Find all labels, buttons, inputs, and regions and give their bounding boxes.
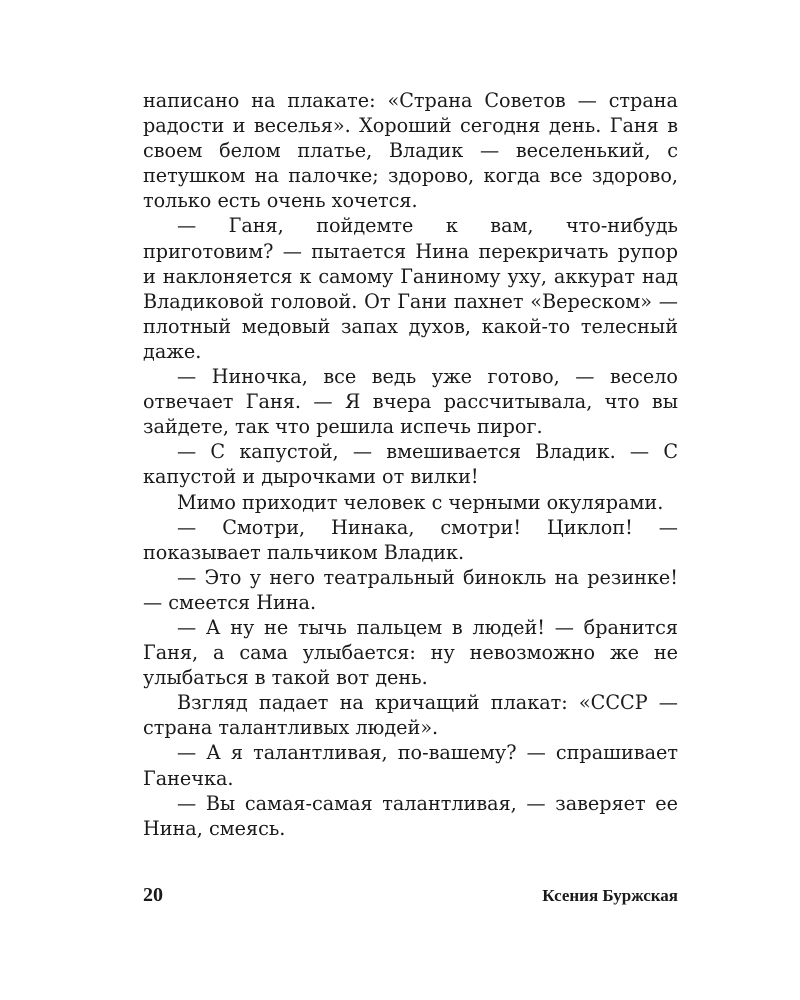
paragraph: — Вы самая-самая талантливая, — заверяет ее Нина, смеясь. [143, 791, 678, 840]
paragraph: Мимо приходит человек с черными окулярами. [177, 490, 664, 514]
paragraph: — С капустой, — вмешивается Владик. — С капустой и дырочками от вилки! [143, 440, 678, 489]
paragraph: написано на плакате: «Страна Советов — страна радости и веселья». Хороший сегодня день. Ганя в своем белом платье, Владик — веселенький, с петушком на палочке; здорово, когда все здорово, только есть очень хочется. [143, 89, 678, 213]
paragraph: — Смотри, Нинака, смотри! Циклоп! — показывает пальчиком Владик. [143, 515, 678, 564]
paragraph: — Это у него театральный бинокль на резинке! — смеется Нина. [143, 565, 678, 614]
paragraph: — Ниночка, все ведь уже готово, — весело отвечает Ганя. — Я вчера рассчитывала, что вы зайдете, так что решила испечь пирог. [143, 365, 678, 439]
paragraph: Взгляд падает на кричащий плакат: «СССР — страна талантливых людей». [143, 691, 678, 740]
page-number: 20 [143, 884, 163, 906]
body-text [143, 88, 678, 841]
page-footer [143, 884, 678, 907]
author-running-head: Ксения Буржская [542, 886, 678, 905]
paragraph: — Ганя, пойдемте к вам, что-нибудь приготовим? — пытается Нина перекричать рупор и наклоняется к самому Ганиному уху, аккурат над Владиковой головой. От Гани пахнет «Вереском» — плотный медовый запах духов, какой-то телесный даже. [143, 214, 678, 363]
paragraph: — А я талантливая, по-вашему? — спрашивает Ганечка. [143, 741, 678, 790]
paragraph: — А ну не тычь пальцем в людей! — бранится Ганя, а сама улыбается: ну невозможно же не улыбаться в такой вот день. [143, 615, 678, 690]
